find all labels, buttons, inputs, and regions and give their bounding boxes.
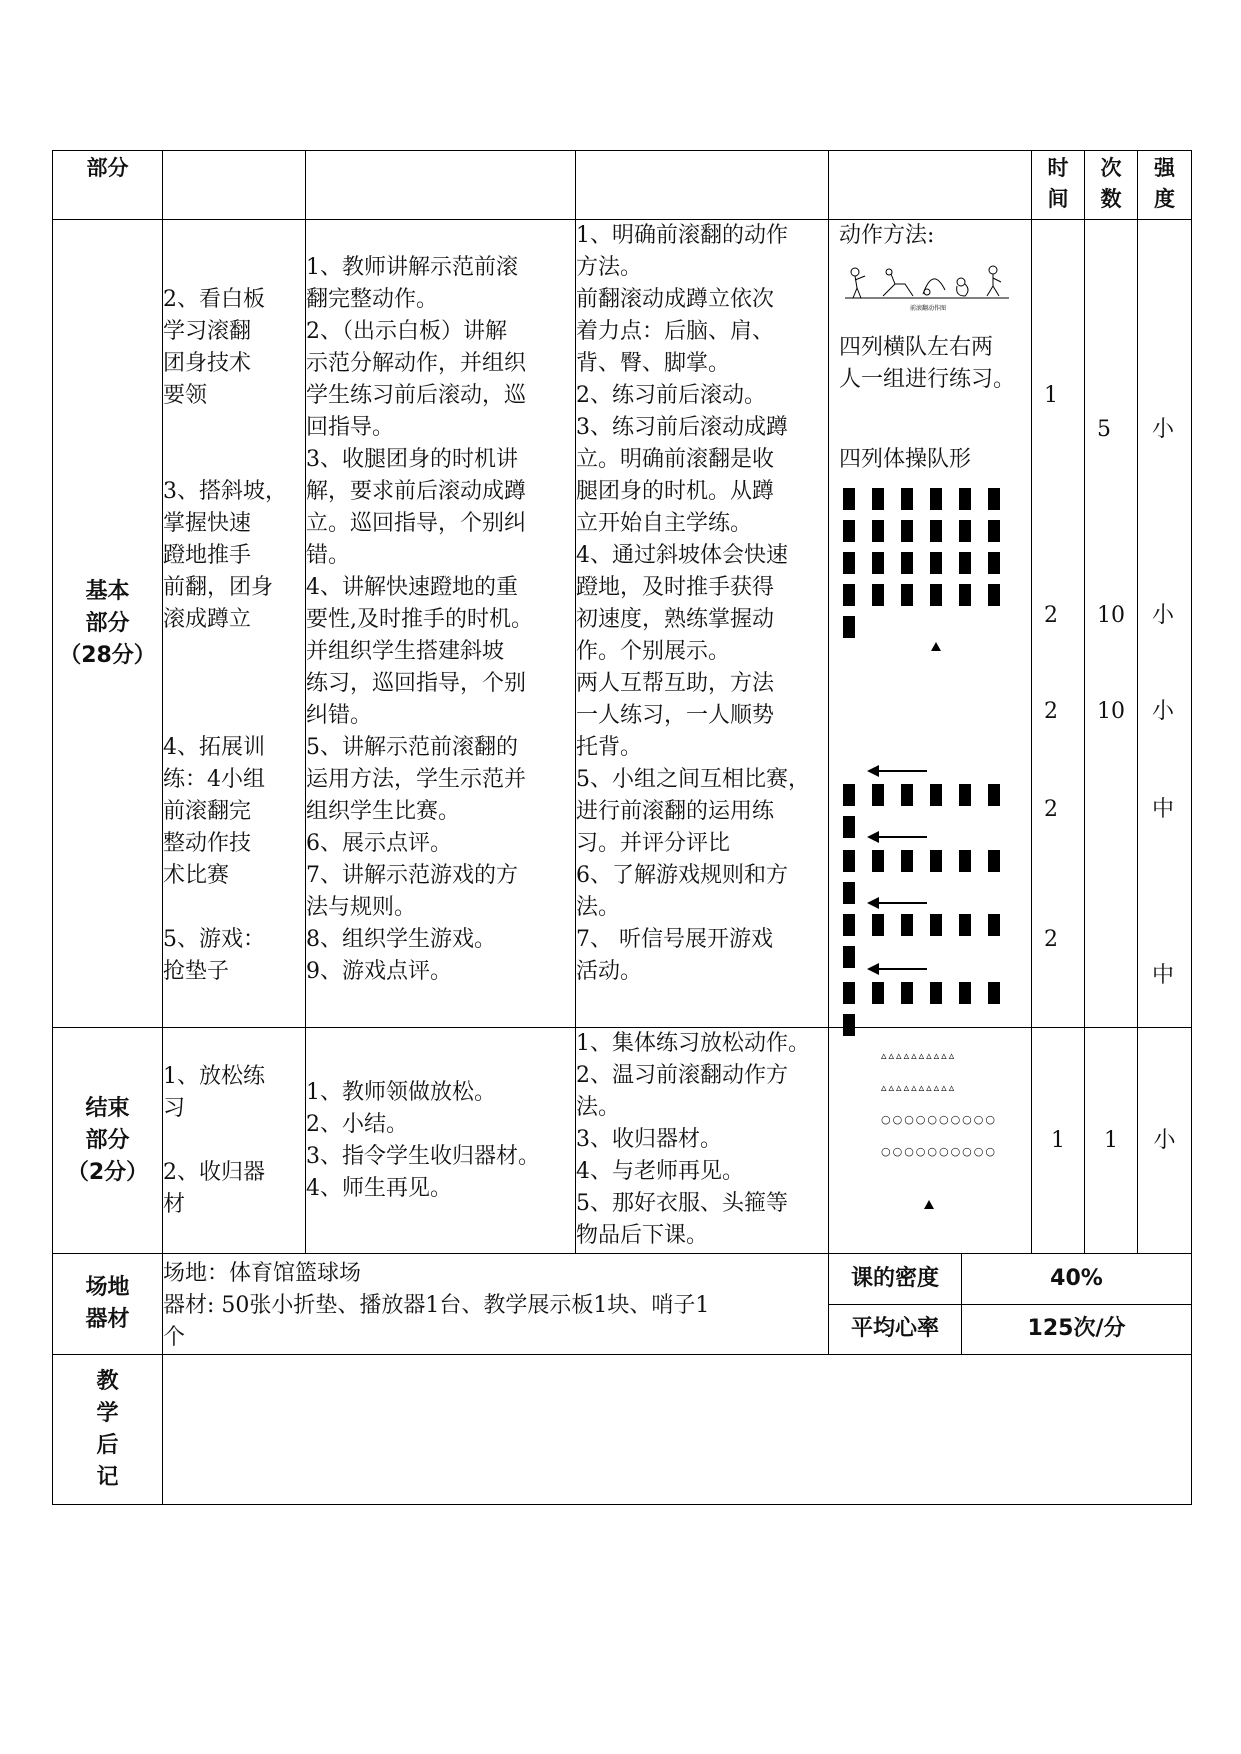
text-line: 要性,及时推手的时机。: [306, 607, 533, 632]
text-line: 1、教师讲解示范前滚: [306, 255, 518, 280]
text-line: 8、组织学生游戏。: [306, 927, 496, 952]
text-line: 法。: [576, 895, 621, 920]
text-line: 3、搭斜坡，: [163, 479, 287, 504]
text-line: 4、通过斜坡体会快速: [576, 543, 788, 568]
text-line: 6、展示点评。: [306, 831, 452, 856]
formation-triangles: ▵▵▵▵▵▵▵▵▵▵: [881, 1049, 957, 1062]
text-line: [163, 636, 305, 668]
text-line: 3、收腿团身的时机讲: [306, 447, 518, 472]
text-line: 翻完整动作。: [306, 287, 439, 312]
text-line: 学生练习前后滚动，巡: [306, 383, 527, 408]
text-line: [163, 412, 305, 444]
text-line: 1、集体练习放松动作。: [576, 1031, 810, 1056]
text-line: 示范分解动作，并组织: [306, 351, 527, 376]
text-line: 腿团身的时机。从蹲: [576, 479, 775, 504]
header-student: [576, 151, 829, 220]
ending-section-row: [53, 1028, 1192, 1254]
text-line: [163, 444, 305, 476]
basic-section-row: [53, 220, 1192, 1028]
text-line: 练：4小组: [163, 767, 265, 792]
text-line: 4、拓展训: [163, 735, 265, 760]
org-method-label: 动作方法:: [839, 223, 935, 248]
header-teacher: [306, 151, 576, 220]
text-line: 团身技术: [163, 351, 252, 376]
forward-roll-figure: [843, 260, 1013, 312]
text-line: 3、指令学生收归器材。: [306, 1143, 540, 1169]
teacher-marker: [924, 1200, 934, 1209]
text-line: 习。并评分评比: [576, 831, 731, 856]
formation-row: [843, 488, 1031, 510]
header-intensity: 强 度: [1138, 151, 1192, 220]
text-line: 1、教师领做放松。: [306, 1079, 496, 1105]
text-line: 方法。: [576, 255, 643, 280]
ending-content: [163, 1028, 306, 1254]
text-line: 4、与老师再见。: [576, 1159, 744, 1184]
text-line: 进行前滚翻的运用练: [576, 799, 775, 824]
heart-rate-value: 125次/分: [962, 1304, 1192, 1355]
formation-row: [843, 520, 1031, 542]
game-row: [843, 850, 1031, 872]
text-line: [306, 220, 575, 252]
text-line: 背、臀、脚掌。: [576, 351, 731, 376]
text-line: 9、游戏点评。: [306, 959, 452, 984]
text-line: 学习滚翻: [163, 319, 252, 344]
text-line: 并组织学生搭建斜坡: [306, 639, 505, 664]
direction-arrow: [867, 764, 927, 778]
text-line: 抢垫子: [163, 959, 230, 984]
text-line: 5、那好衣服、头箍等: [576, 1191, 788, 1216]
formation-circles: ○○○○○○○○○○: [881, 1145, 997, 1158]
lesson-plan-table: [52, 150, 1192, 1505]
text-line: 2、小结。: [306, 1111, 408, 1137]
header-content: [163, 151, 306, 220]
game-row: [843, 982, 1031, 1004]
heart-rate-label: 平均心率: [829, 1304, 962, 1355]
text-line: 材: [163, 1191, 186, 1217]
text-line: 练习，巡回指导，个别: [306, 671, 527, 696]
text-line: [163, 700, 305, 732]
basic-teacher-activities: [306, 220, 576, 1028]
text-line: 滚成蹲立: [163, 607, 252, 632]
text-line: 解，要求前后滚动成蹲: [306, 479, 527, 504]
density-label: 课的密度: [829, 1254, 962, 1305]
direction-arrow: [867, 830, 927, 844]
text-line: [163, 220, 305, 252]
text-line: 立开始自主学练。: [576, 511, 753, 536]
text-line: 纠错。: [306, 703, 373, 728]
direction-arrow: [867, 962, 927, 976]
basic-student-activities: [576, 220, 829, 1028]
text-line: 5、讲解示范前滚翻的: [306, 735, 518, 760]
text-line: 前翻滚动成蹲立依次: [576, 287, 775, 312]
venue-label: 场地 器材: [53, 1254, 163, 1355]
text-line: 组织学生比赛。: [306, 799, 461, 824]
reflection-label: 教 学 后 记: [53, 1355, 163, 1505]
basic-content: [163, 220, 306, 1028]
text-line: 4、讲解快速蹬地的重: [306, 575, 518, 600]
ending-student-activities: [576, 1028, 829, 1254]
text-line: 7、讲解示范游戏的方: [306, 863, 518, 888]
text-line: 2、收归器: [163, 1159, 265, 1185]
density-value: 40%: [962, 1254, 1192, 1305]
basic-time: 1 2 2 2 2: [1032, 220, 1085, 1028]
text-line: 蹬地推手: [163, 543, 252, 568]
reflection-row: [53, 1355, 1192, 1505]
text-line: 掌握快速: [163, 511, 252, 536]
text-line: 术比赛: [163, 863, 230, 888]
text-line: 3、收归器材。: [576, 1127, 722, 1152]
formation-row: [843, 552, 1031, 574]
text-line: 2、练习前后滚动。: [576, 383, 766, 408]
text-line: 5、小组之间互相比赛，: [576, 767, 810, 792]
venue-row: [53, 1254, 1192, 1305]
text-line: 7、 听信号展开游戏: [576, 927, 773, 952]
formation-triangles: ▵▵▵▵▵▵▵▵▵▵: [881, 1081, 957, 1094]
text-line: 5、游戏：: [163, 927, 265, 952]
reflection-content: [163, 1355, 1192, 1505]
basic-intensity: 小 小 小 中 中: [1138, 220, 1192, 1028]
header-count: 次 数: [1085, 151, 1138, 220]
game-row: [843, 784, 1031, 806]
teacher-marker: [931, 642, 941, 651]
text-line: 1、明确前滚翻的动作: [576, 223, 788, 248]
text-line: 整动作技: [163, 831, 252, 856]
text-line: 回指导。: [306, 415, 395, 440]
header-part: 部分: [53, 151, 163, 220]
text-line: 6、了解游戏规则和方: [576, 863, 788, 888]
org-formation-text: 四列体操队形: [839, 447, 972, 472]
header-time: 时 间: [1032, 151, 1085, 220]
ending-organization: [829, 1028, 1032, 1254]
org-pairs-text: 四列横队左右两 人一组进行练习。: [839, 335, 1016, 392]
text-line: [163, 1125, 305, 1157]
text-line: [163, 252, 305, 284]
text-line: 物品后下课。: [576, 1223, 709, 1248]
text-line: 4、师生再见。: [306, 1175, 452, 1201]
game-row: [843, 914, 1031, 936]
basic-section-label: 基本 部分 （28分）: [53, 220, 163, 1028]
text-line: 错。: [306, 543, 351, 568]
text-line: 托背。: [576, 735, 643, 760]
text-line: 着力点：后脑、肩、: [576, 319, 775, 344]
text-line: 2、看白板: [163, 287, 265, 312]
text-line: 初速度，熟练掌握动: [576, 607, 775, 632]
text-line: 一人练习，一人顺势: [576, 703, 775, 728]
text-line: [163, 892, 305, 924]
ending-intensity: 小: [1138, 1028, 1192, 1254]
venue-equipment: 场地：体育馆篮球场 器材: 50张小折垫、播放器1台、教学展示板1块、哨子1 个: [163, 1254, 829, 1355]
ending-count: 1: [1085, 1028, 1138, 1254]
text-line: 立。明确前滚翻是收: [576, 447, 775, 472]
text-line: 作。个别展示。: [576, 639, 731, 664]
text-line: 2、温习前滚翻动作方: [576, 1063, 788, 1088]
text-line: 1、放松练: [163, 1063, 265, 1089]
text-line: 两人互帮互助，方法: [576, 671, 775, 696]
direction-arrow: [867, 896, 927, 910]
text-line: 前翻，团身: [163, 575, 274, 600]
formation-row: [843, 584, 1031, 606]
header-organization: [829, 151, 1032, 220]
text-line: 前滚翻完: [163, 799, 252, 824]
header-row: [53, 151, 1192, 220]
text-line: 立。巡回指导，个别纠: [306, 511, 527, 536]
text-line: 法。: [576, 1095, 621, 1120]
text-line: 活动。: [576, 959, 643, 984]
text-line: 习: [163, 1095, 186, 1121]
ending-time: 1: [1032, 1028, 1085, 1254]
basic-count: 5 10 10: [1085, 220, 1138, 1028]
text-line: 运用方法，学生示范并: [306, 767, 527, 792]
text-line: 蹬地，及时推手获得: [576, 575, 775, 600]
text-line: 法与规则。: [306, 895, 417, 920]
basic-organization: [829, 220, 1032, 1028]
text-line: 3、练习前后滚动成蹲: [576, 415, 788, 440]
formation-circles: ○○○○○○○○○○: [881, 1113, 997, 1126]
text-line: 要领: [163, 383, 208, 408]
ending-teacher-activities: [306, 1028, 576, 1254]
ending-section-label: 结束 部分 （2分）: [53, 1028, 163, 1254]
text-line: 2、（出示白板）讲解: [306, 319, 507, 344]
text-line: [163, 668, 305, 700]
figure-caption: 前滚翻动作图: [909, 305, 947, 312]
